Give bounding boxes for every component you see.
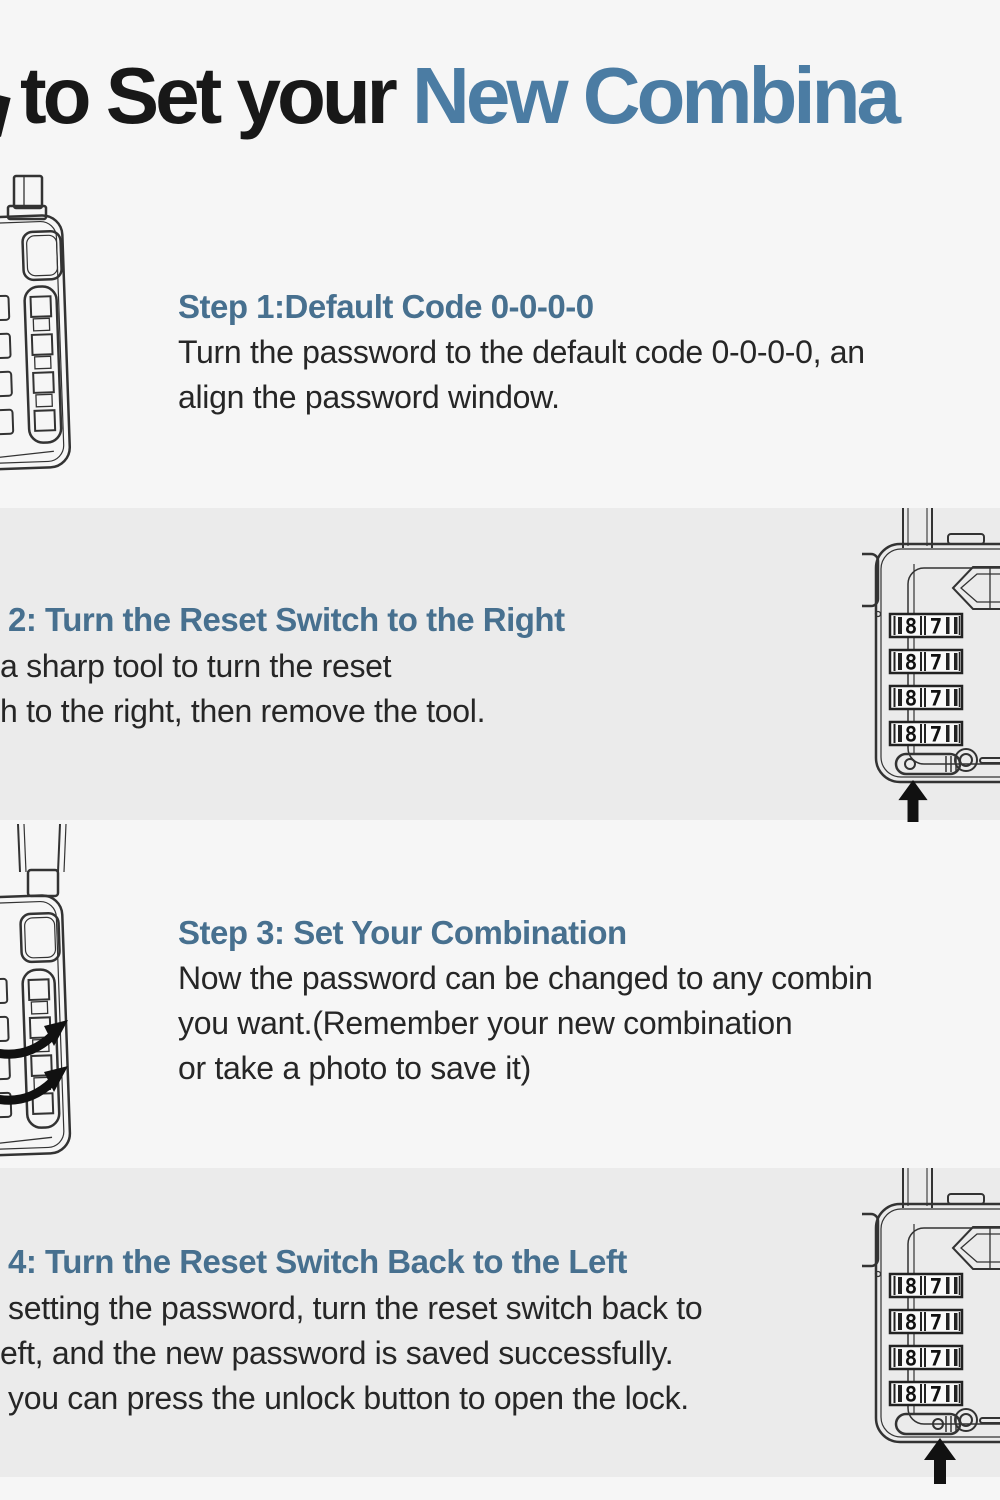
dial-digit: 7 bbox=[929, 1346, 943, 1371]
dial-wheel bbox=[890, 1346, 962, 1371]
lock-body bbox=[0, 215, 70, 470]
dial-wheel bbox=[890, 1310, 962, 1335]
step4-body bbox=[0, 1286, 702, 1421]
tsa-diamond-logo bbox=[953, 567, 1000, 609]
dial-wheel bbox=[890, 686, 962, 711]
step4-heading: 4: Turn the Reset Switch Back to the Left bbox=[8, 1243, 627, 1280]
dial-wheel bbox=[890, 1274, 962, 1299]
padlock-side-illustration bbox=[0, 170, 80, 480]
dial-wheel bbox=[890, 614, 962, 639]
step2-body-line: h to the right, then remove the tool. bbox=[0, 693, 486, 729]
dial-digit: 7 bbox=[929, 1382, 943, 1407]
dial-wheel bbox=[890, 1382, 962, 1407]
dial-wheel bbox=[890, 650, 962, 675]
step2-heading: 2: Turn the Reset Switch to the Right bbox=[8, 601, 565, 638]
padlock-front-illustration bbox=[862, 508, 1000, 820]
step1-body-line: align the password window. bbox=[178, 379, 560, 415]
dial-digit: 8 bbox=[904, 686, 918, 711]
step1-heading: Step 1:Default Code 0-0-0-0 bbox=[178, 288, 594, 325]
dial-digit: 7 bbox=[929, 722, 943, 747]
padlock-side-illustration-rotating bbox=[0, 822, 80, 1172]
step3-heading: Step 3: Set Your Combination bbox=[178, 914, 627, 951]
up-arrow-icon bbox=[924, 1438, 956, 1484]
step4-body-line: you can press the unlock button to open the lock. bbox=[8, 1380, 689, 1416]
tsa-diamond-logo bbox=[953, 1227, 1000, 1269]
dial-track bbox=[24, 286, 61, 443]
shackle bbox=[8, 176, 46, 219]
padlock-front-illustration bbox=[862, 1168, 1000, 1480]
dial-digit: 7 bbox=[929, 614, 943, 639]
dial-digit: 8 bbox=[904, 722, 918, 747]
page-title bbox=[20, 52, 897, 140]
dial-digit: 8 bbox=[904, 650, 918, 675]
page-title-black: to Set your bbox=[20, 51, 394, 140]
dial-digit: 8 bbox=[904, 1382, 918, 1407]
step2-body bbox=[0, 644, 485, 734]
step3-body bbox=[178, 956, 873, 1091]
dial-digit: 8 bbox=[904, 614, 918, 639]
reset-switch bbox=[896, 749, 1000, 774]
up-arrow-icon bbox=[897, 780, 929, 822]
dial-digit: 8 bbox=[904, 1310, 918, 1335]
step1-body-line: Turn the password to the default code 0-0-0-0, an bbox=[178, 334, 865, 370]
shackle bbox=[903, 508, 984, 548]
step1-body bbox=[178, 330, 865, 420]
dial-digit: 7 bbox=[929, 1310, 943, 1335]
dial-wheel bbox=[890, 722, 962, 747]
step3-body-line: you want.(Remember your new combination bbox=[178, 1005, 793, 1041]
step4-body-line: setting the password, turn the reset switch back to bbox=[8, 1290, 703, 1326]
background-band-5 bbox=[0, 1477, 1000, 1500]
dial-digit: 7 bbox=[929, 650, 943, 675]
cable-shackle bbox=[18, 824, 66, 896]
dial-digit: 7 bbox=[929, 686, 943, 711]
shackle bbox=[903, 1168, 984, 1208]
step4-body-line: eft, and the new password is saved successfully. bbox=[0, 1335, 674, 1371]
dial-digit: 8 bbox=[904, 1274, 918, 1299]
reset-knob bbox=[905, 759, 915, 769]
step3-body-line: Now the password can be changed to any combin bbox=[178, 960, 873, 996]
step2-body-line: a sharp tool to turn the reset bbox=[0, 648, 392, 684]
dial-digit: 8 bbox=[904, 1346, 918, 1371]
reset-switch bbox=[896, 1409, 1000, 1434]
page-title-accent: New Combina bbox=[412, 51, 897, 140]
dial-digit: 7 bbox=[929, 1274, 943, 1299]
dial-wheel-tabs bbox=[0, 296, 13, 434]
step3-body-line: or take a photo to save it) bbox=[178, 1050, 531, 1086]
